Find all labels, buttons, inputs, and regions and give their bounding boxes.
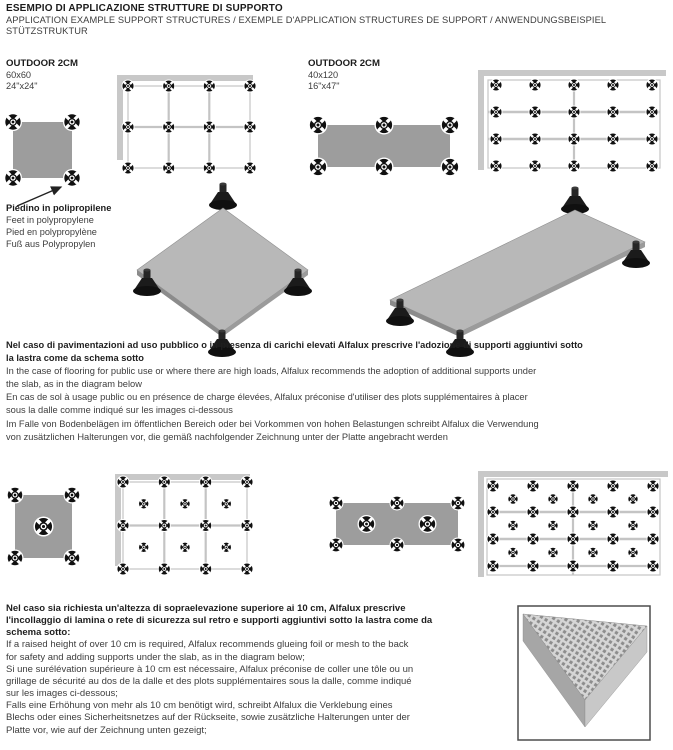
paragraph-line: von zusätzlichen Halterungen vor, die gemäß nachfolgender Zeichnung unter der Platte angebracht werden [6,431,448,442]
paragraph-line: If a raised height of over 10 cm is required, Alfalux recommends glueing foil or mesh to the back [6,639,409,651]
paragraph-line: grillage de sécurité au dos de la dalle et des plots supplémentaires sous la dalle, comme indiqué [6,675,412,687]
slab-60x60-extra-supports [6,486,80,566]
support-foot-icon [606,78,619,91]
support-foot-icon [606,559,619,572]
support-foot-icon [63,169,81,187]
support-foot-icon [548,494,559,505]
support-foot-icon [328,495,343,510]
slab-60x60-top-view [4,113,81,187]
support-foot-icon [374,157,393,176]
support-foot-icon [645,105,658,118]
wall-edge [115,474,250,480]
support-foot-icon [203,120,216,133]
support-foot-icon [440,157,459,176]
iso-slab-60x60 [133,183,312,358]
iso-slab-top [137,208,308,332]
support-foot-icon [646,532,659,545]
support-foot-icon [63,113,81,131]
layout-grid-60x60-extra [115,474,254,576]
support-foot-icon [158,562,171,575]
support-foot-icon [588,494,599,505]
support-foot-icon [646,505,659,518]
support-foot-icon [486,479,499,492]
paragraph-line: En cas de sol à usage public ou en présence de charge élevées, Alfalux préconise d'utiliser des plots supplémentaires à placer [6,392,528,403]
wall-edge [478,70,484,170]
slab-40x120-extra-supports [328,495,465,552]
foot-caption-fr: Pied en polypropylène [6,226,97,237]
support-foot-icon [567,159,580,172]
support-foot-icon [328,537,343,552]
support-foot-icon [116,562,129,575]
paragraph-line: l'incollaggio di lamina o rete di sicurezza sul retro e supporti aggiuntivi sotto la lastra come da [6,615,433,627]
support-foot-icon [645,132,658,145]
slab-40x120-top-view [308,115,459,176]
support-foot-icon [628,520,639,531]
support-foot-icon [606,159,619,172]
slab-surface [13,122,72,178]
wall-edge [117,75,253,81]
iso-slab-top [390,210,645,332]
support-foot-icon [162,161,175,174]
support-foot-icon [240,519,253,532]
support-foot-icon [566,559,579,572]
support-foot-icon [548,520,559,531]
support-foot-icon [116,475,129,488]
support-foot-icon [489,132,502,145]
layout-grid-40x120 [478,70,666,173]
support-foot-icon [243,120,256,133]
support-foot-icon [450,495,465,510]
support-foot-icon [158,475,171,488]
paragraph-line: Falls eine Erhöhung von mehr als 10 cm benötigt wird, schreibt Alfalux die Verklebung eines [6,700,393,712]
support-foot-icon [6,486,23,503]
support-foot-icon [63,549,80,566]
support-foot-icon [221,542,232,553]
paragraph-public-use [6,339,583,444]
wall-edge [478,471,484,577]
support-foot-icon [116,519,129,532]
support-foot-icon [138,498,149,509]
support-foot-icon [243,79,256,92]
foot-caption-it: Piedino in polipropilene [6,203,112,213]
support-foot-icon [389,495,404,510]
support-foot-icon [606,132,619,145]
product-size-cm: 40x120 [308,69,339,80]
paragraph-line: the slab, as in the diagram below [6,379,142,390]
product-label-40x120 [308,58,380,92]
support-foot-icon [566,505,579,518]
product-size-cm: 60x60 [6,69,32,80]
support-foot-icon [34,517,54,537]
support-foot-icon [240,562,253,575]
support-foot-icon [374,115,393,134]
support-foot-icon [526,479,539,492]
paragraph-line: for safety and adding supports under the slab, as in the diagram below; [6,651,305,663]
support-foot-icon [628,494,639,505]
support-foot-icon [6,549,23,566]
support-foot-icon [526,505,539,518]
support-foot-icon [508,494,519,505]
paragraph-line: Nel caso di pavimentazioni ad uso pubblico o in presenza di carichi elevati Alfalux prescrive l'adozione di supporti aggiuntivi sotto [6,340,583,350]
support-foot-icon [4,113,22,131]
paragraph-line: In the case of flooring for public use or where there are high loads, Alfalux recommends the adoption of additional supports under [6,366,537,377]
support-foot-icon [645,159,658,172]
support-foot-icon [199,562,212,575]
support-foot-icon [162,120,175,133]
support-foot-icon [566,479,579,492]
support-foot-icon [121,161,134,174]
foot-caption [6,203,111,251]
layout-grid-60x60 [117,75,257,175]
support-foot-icon [221,498,232,509]
support-foot-icon [203,161,216,174]
support-foot-icon [566,532,579,545]
support-foot-icon [526,559,539,572]
support-foot-icon [203,79,216,92]
paragraph-line: Platte vor, wie auf der Zeichnung unten gezeigt; [6,724,207,736]
paragraph-line: schema sotto: [6,627,71,639]
foot-caption-en: Feet in polypropylene [6,214,94,225]
support-foot-icon [567,105,580,118]
support-foot-icon [628,547,639,558]
support-foot-icon [358,515,376,533]
wall-edge [478,471,668,477]
support-foot-icon [63,486,80,503]
support-foot-icon [121,79,134,92]
support-foot-icon [606,105,619,118]
support-foot-icon [508,547,519,558]
support-foot-icon [486,559,499,572]
support-foot-icon [588,547,599,558]
layout-grid-40x120-extra [478,471,668,577]
product-label-60x60 [6,58,78,92]
support-foot-icon [308,115,327,134]
support-foot-icon [121,120,134,133]
product-name: OUTDOOR 2CM [308,58,380,69]
support-foot-icon [199,519,212,532]
support-foot-icon [528,132,541,145]
page-title: ESEMPIO DI APPLICAZIONE STRUTTURE DI SUPPORTO [6,3,283,14]
paragraph-line: sous la dalle comme indiqué sur les images ci-dessous [6,405,233,416]
support-foot-icon [567,78,580,91]
product-name: OUTDOOR 2CM [6,58,78,69]
support-foot-icon [489,159,502,172]
support-foot-icon [180,498,191,509]
product-size-inch: 24"x24" [6,80,38,91]
paragraph-raised-height [6,603,432,737]
paragraph-line: Im Falle von Bodenbelägen im öffentlichen Bereich oder bei Vorkommen von hohen Belastungen schreibt Alfalux die Verwendung [6,418,539,429]
support-foot-icon [240,475,253,488]
support-foot-icon [526,532,539,545]
support-foot-icon [486,505,499,518]
iso-slab-40x120 [386,187,650,358]
support-foot-icon [4,169,22,187]
support-foot-icon [567,132,580,145]
paragraph-line: Blechs oder eines Sicherheitsnetzes auf der Rückseite, sowie zusätzliche Halterungen unter der [6,712,410,724]
product-size-inch: 16"x47" [308,80,340,91]
support-foot-icon [646,479,659,492]
support-foot-icon [486,532,499,545]
page-subtitle-line-2: STÜTZSTRUKTUR [6,26,88,37]
paragraph-line: la lastra come da schema sotto [6,353,144,364]
support-foot-icon [389,537,404,552]
paragraph-line: Nel caso sia richiesta un'altezza di sopraelevazione superiore ai 10 cm, Alfalux prescrive [6,603,406,614]
support-foot-icon [308,157,327,176]
paragraph-line: Si une surélévation supérieure à 10 cm est nécessaire, Alfalux préconise de coller une tôle ou un [6,663,414,675]
mesh-backing-image [518,606,650,740]
support-foot-icon [450,537,465,552]
page-header [6,3,606,38]
support-foot-icon [508,520,519,531]
foot-caption-de: Fuß aus Polypropylen [6,238,96,249]
support-foot-icon [489,78,502,91]
support-foot-icon [606,479,619,492]
support-foot-icon [243,161,256,174]
support-foot-icon [158,519,171,532]
support-foot-icon [440,115,459,134]
wall-edge [478,70,666,76]
support-foot-icon [489,105,502,118]
support-foot-icon [606,505,619,518]
support-foot-icon [606,532,619,545]
support-foot-icon [646,559,659,572]
support-foot-icon [180,542,191,553]
support-foot-icon [528,159,541,172]
paragraph-line: sur les images ci-dessous; [6,688,118,700]
page-subtitle-line-1: APPLICATION EXAMPLE SUPPORT STRUCTURES / EXEMPLE D'APPLICATION STRUCTURES DE SUPPORT / ANWENDUNGSBEISPIEL [6,15,607,25]
support-foot-icon [528,105,541,118]
support-foot-icon [419,515,437,533]
support-foot-icon [645,78,658,91]
support-foot-icon [588,520,599,531]
support-foot-icon [528,78,541,91]
support-foot-icon [138,542,149,553]
support-foot-icon [548,547,559,558]
support-foot-icon [199,475,212,488]
support-foot-icon [162,79,175,92]
